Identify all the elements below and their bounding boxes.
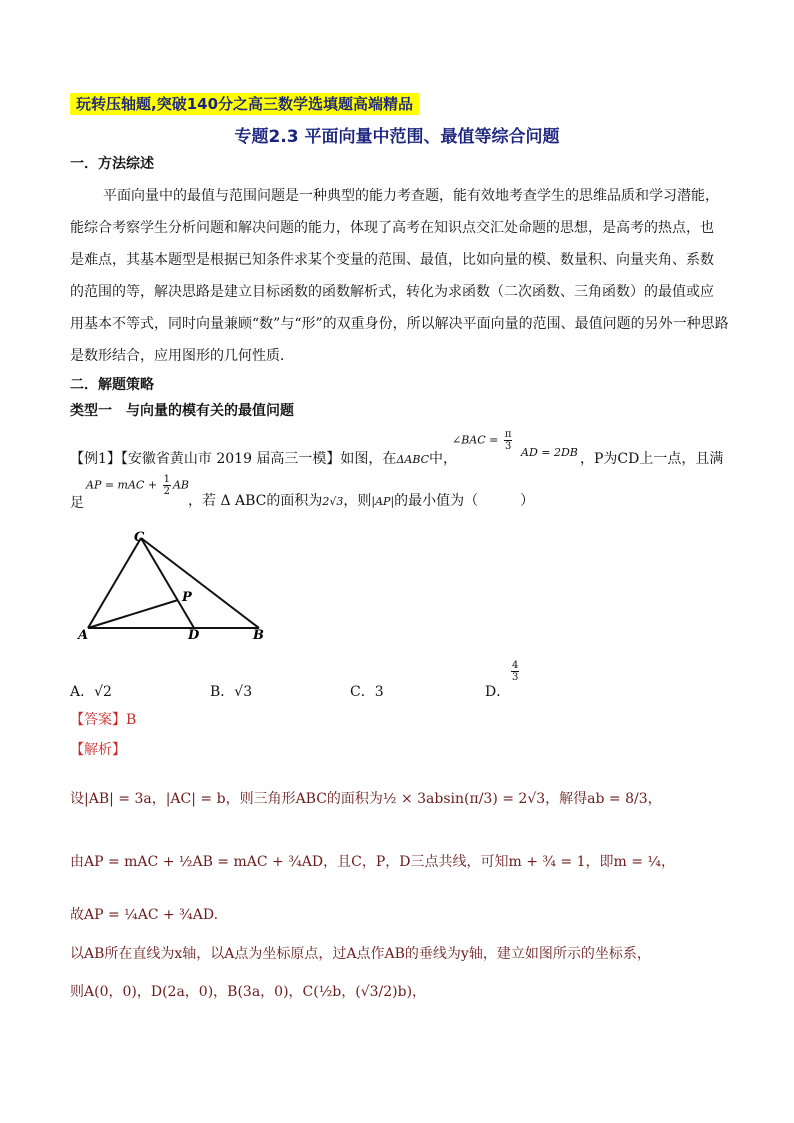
option-a: A．√2 bbox=[70, 684, 112, 700]
option-b: B．√3 bbox=[210, 684, 253, 700]
solution-line-5: 则A(0，0)，D(2a，0)，B(3a，0)，C(½b，(√3/2)b)， bbox=[70, 984, 427, 1000]
solution-line-4: 以AB所在直线为x轴，以A点为坐标原点，过A点作AB的垂线为y轴，建立如图所示的坐标系， bbox=[70, 946, 651, 962]
ap-magnitude: |AP| bbox=[371, 495, 395, 508]
ap-eq-text: AP = mAC + bbox=[86, 478, 158, 492]
label-P: P bbox=[182, 590, 192, 605]
frac-num: 1 bbox=[163, 474, 170, 485]
triangle-symbol: ΔABC bbox=[396, 453, 430, 466]
example-label: 【例1】【安徽省黄山市 2019 届高三一模】如图，在 bbox=[70, 451, 397, 467]
paragraph-line-1: 平面向量中的最值与范围问题是一种典型的能力考查题，能有效地考查学生的思维品质和学习潜能， bbox=[103, 188, 719, 204]
then-text: ，则 bbox=[343, 493, 372, 509]
p-on-cd-text: ，P为CD上一点，且满 bbox=[580, 451, 724, 467]
option-d bbox=[485, 681, 510, 701]
example-line-2-start: 足 bbox=[70, 495, 84, 511]
section-method-overview: 一．方法综述 bbox=[70, 156, 154, 172]
frac-num: 4 bbox=[512, 660, 519, 671]
frac-den: 3 bbox=[512, 672, 519, 683]
option-d-fraction bbox=[509, 660, 521, 683]
example-mid-text: 中， bbox=[429, 451, 458, 467]
area-text: ，若 Δ ABC的面积为 bbox=[188, 493, 323, 509]
paragraph-line-6: 是数形结合，应用图形的几何性质． bbox=[70, 348, 294, 364]
triangle-figure bbox=[70, 522, 280, 647]
analysis-label: 【解析】 bbox=[70, 742, 126, 758]
example-line-1 bbox=[70, 448, 457, 468]
frac-den: 2 bbox=[163, 486, 170, 497]
paragraph-line-3: 是难点，其基本题型是根据已知条件求某个变量的范围、最值，比如向量的模、数量积、向量夹角、系数 bbox=[70, 252, 714, 268]
paragraph-line-4: 的范围的等，解决思路是建立目标函数的函数解析式，转化为求函数（二次函数、三角函数）的最值或应 bbox=[70, 284, 714, 300]
solution-line-2: 由AP = mAC + ½AB = mAC + ¾AD，且C，P，D三点共线，可知m + ¾ = 1，即m = ¼， bbox=[70, 854, 675, 870]
label-A: A bbox=[78, 628, 89, 643]
frac-num: π bbox=[504, 429, 512, 440]
frac-den: 3 bbox=[504, 441, 512, 452]
angle-text: ∠BAC = bbox=[452, 433, 499, 447]
ap-expression bbox=[86, 474, 189, 497]
answer-label: 【答案】B bbox=[70, 712, 137, 728]
solution-line-1: 设|AB| = 3a，|AC| = b，则三角形ABC的面积为½ × 3absin(π/3) = 2√3，解得ab = 8/3， bbox=[70, 791, 662, 807]
half-fraction bbox=[163, 474, 171, 497]
section-strategy: 二．解题策略 bbox=[70, 377, 154, 393]
series-banner: 玩转压轴题,突破140分之高三数学选填题高端精品 bbox=[70, 93, 419, 115]
page-title: 专题2.3 平面向量中范围、最值等综合问题 bbox=[234, 127, 560, 147]
option-d-label: D． bbox=[485, 684, 511, 700]
angle-expression bbox=[452, 429, 514, 452]
paragraph-line-5: 用基本不等式，同时向量兼顾“数”与“形”的双重身份，所以解决平面向量的范围、最值问题的另外一种思路 bbox=[70, 316, 729, 332]
type-heading: 类型一 与向量的模有关的最值问题 bbox=[70, 403, 294, 419]
area-condition bbox=[188, 490, 534, 510]
area-value: 2√3 bbox=[322, 495, 344, 508]
pi-over-3-fraction bbox=[504, 429, 513, 452]
ad-equals-2db: AD = 2DB bbox=[521, 446, 578, 459]
option-c: C．3 bbox=[350, 684, 384, 700]
label-B: B bbox=[253, 628, 264, 643]
paragraph-line-2: 能综合考察学生分析问题和解决问题的能力，体现了高考在知识点交汇处命题的思想，是高考的热点，也 bbox=[70, 220, 714, 236]
ab-vector: AB bbox=[172, 478, 189, 492]
label-D: D bbox=[188, 628, 200, 643]
min-question: 的最小值为（ ） bbox=[394, 493, 535, 509]
solution-line-3: 故AP = ¼AC + ¾AD. bbox=[70, 907, 219, 923]
label-C: C bbox=[134, 530, 145, 545]
